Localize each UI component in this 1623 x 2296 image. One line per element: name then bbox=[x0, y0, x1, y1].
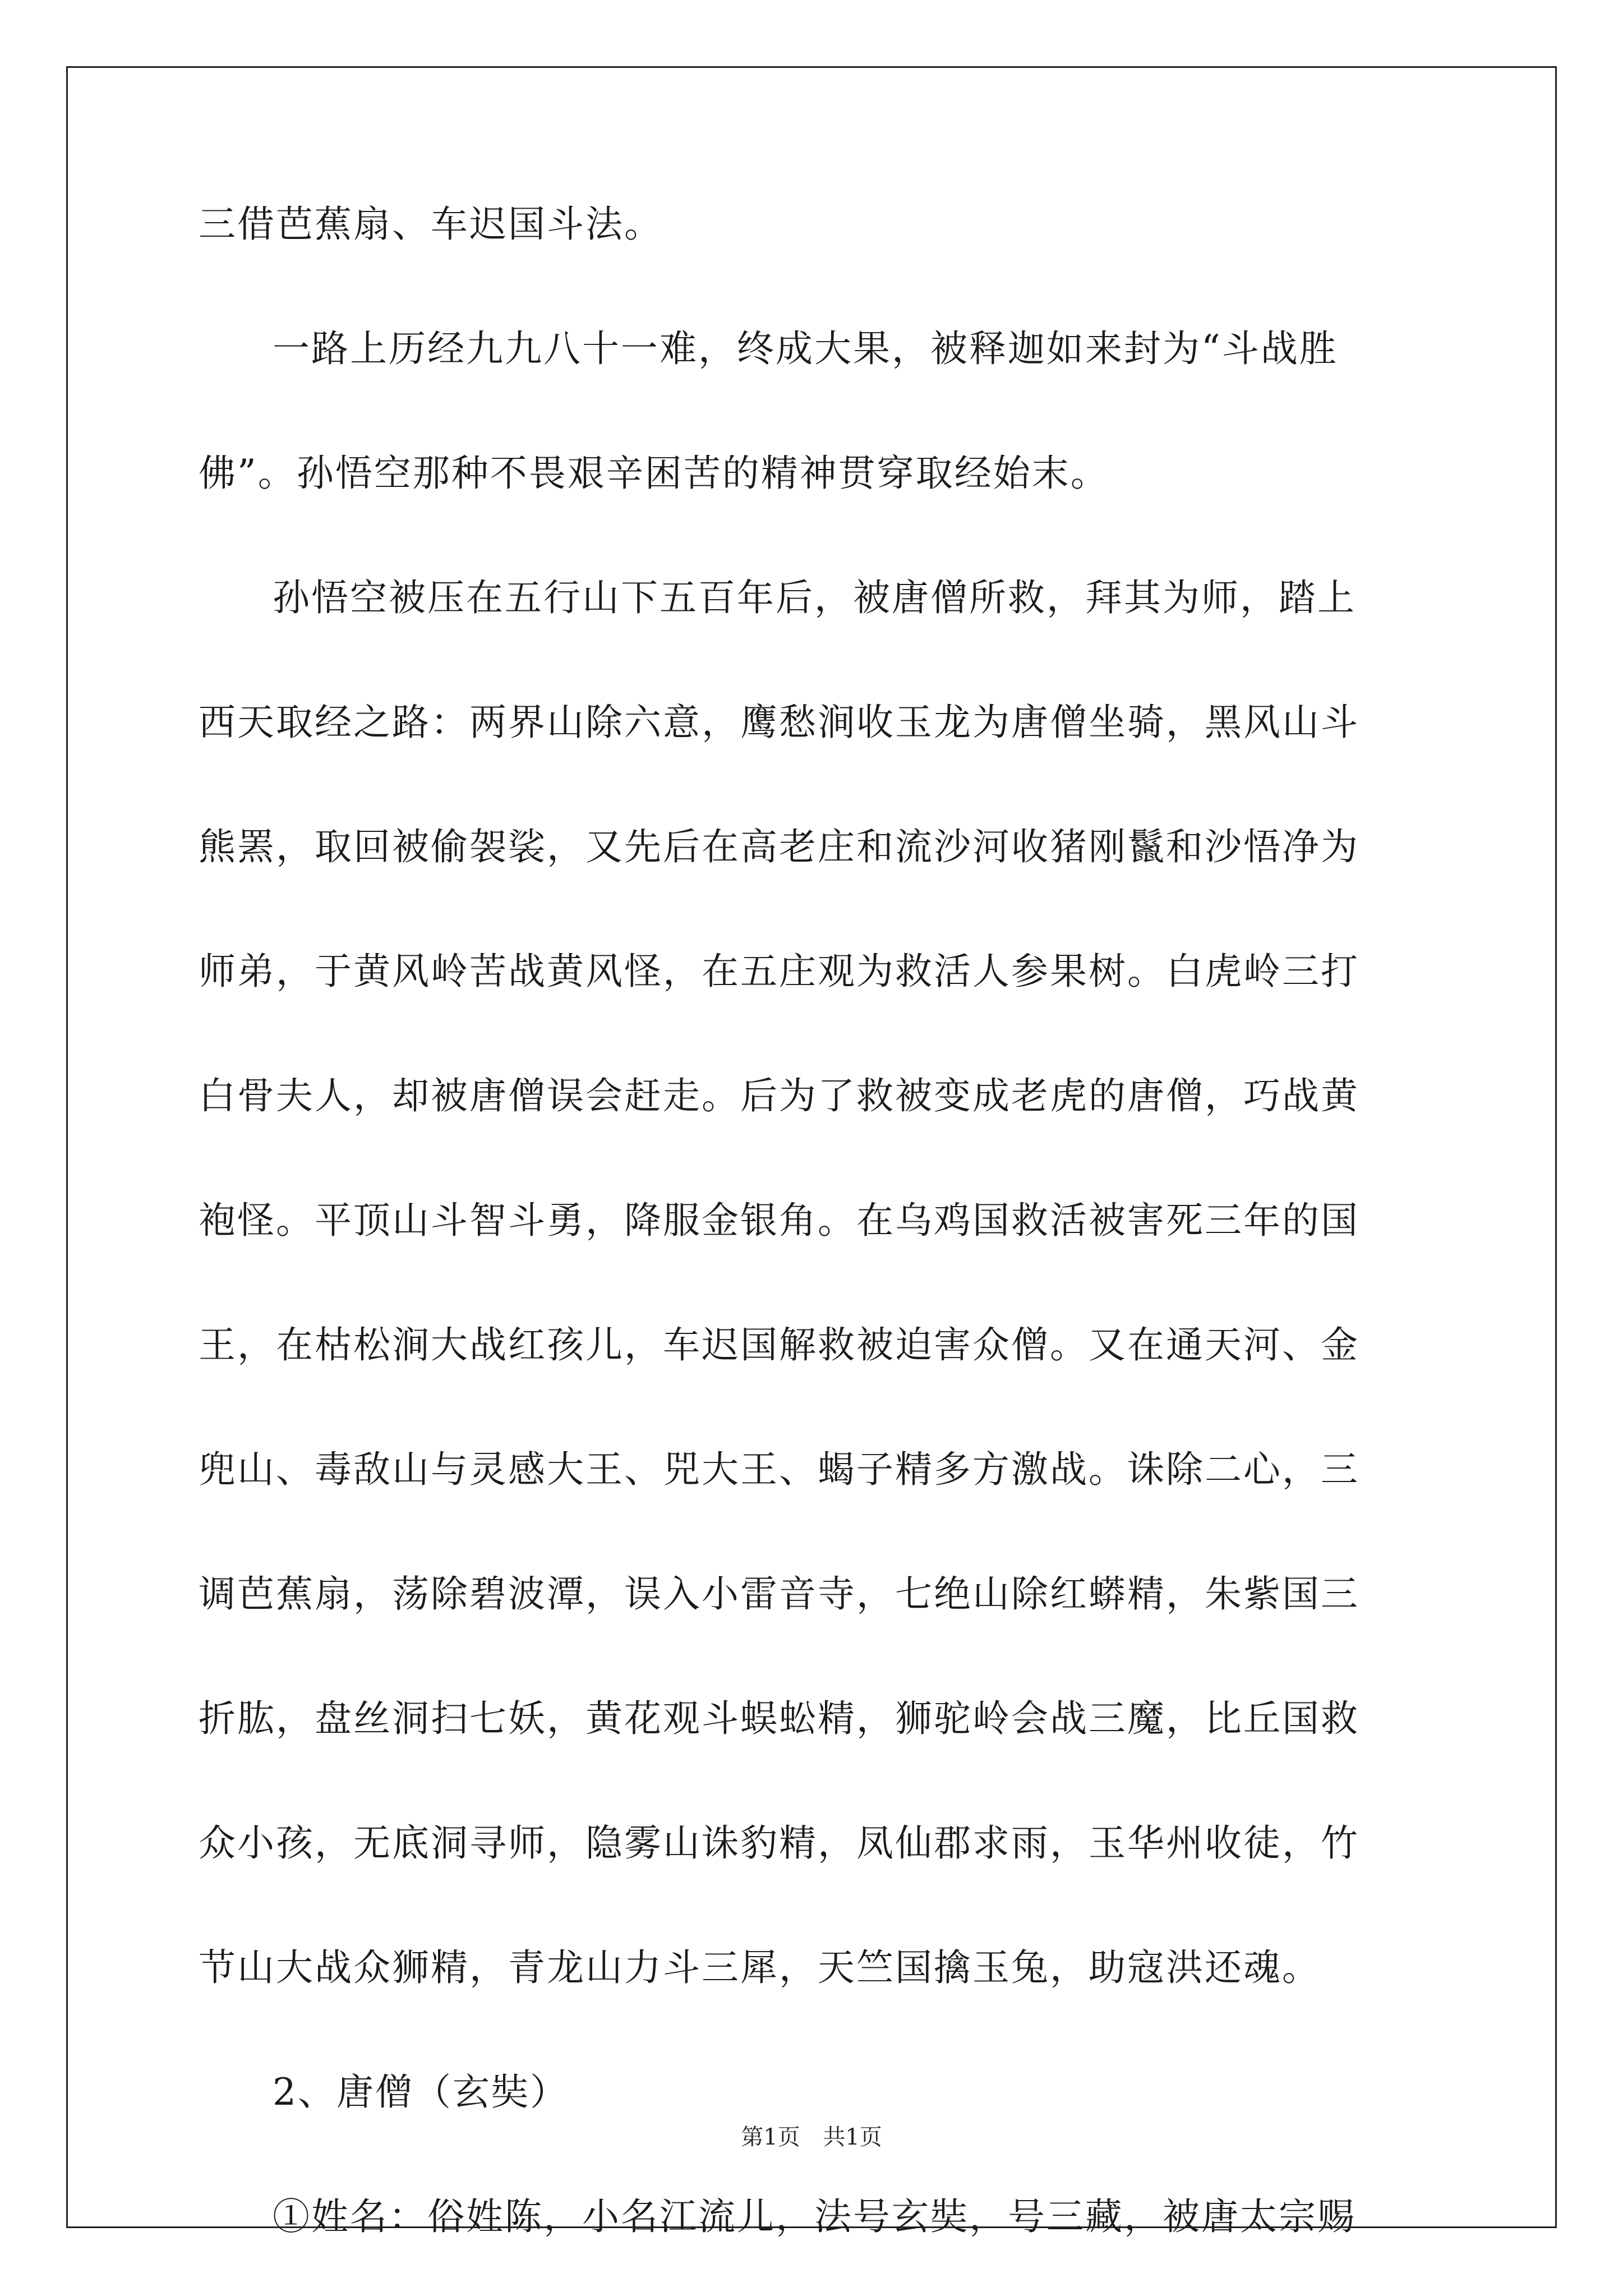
text-line: 白骨夫人，却被唐僧误会赶走。后为了救被变成老虎的唐僧，巧战黄 bbox=[199, 1074, 1359, 1117]
text-line: 袍怪。平顶山斗智斗勇，降服金银角。在乌鸡国救活被害死三年的国 bbox=[199, 1199, 1359, 1242]
page-number-total: 共1页 bbox=[823, 2124, 882, 2150]
text-line: 孙悟空被压在五行山下五百年后，被唐僧所救，拜其为师，踏上 bbox=[273, 576, 1356, 619]
text-line: 王，在枯松涧大战红孩儿，车迟国解救被迫害众僧。又在通天河、金 bbox=[199, 1323, 1359, 1366]
text-line: 佛”。孙悟空那种不畏艰辛困苦的精神贯穿取经始末。 bbox=[199, 452, 1109, 495]
text-line: 众小孩，无底洞寻师，隐雾山诛豹精，凤仙郡求雨，玉华州收徒，竹 bbox=[199, 1821, 1359, 1865]
section-heading: 2、唐僧（玄奘） bbox=[273, 2070, 569, 2114]
text-line: 折肱，盘丝洞扫七妖，黄花观斗蜈蚣精，狮驼岭会战三魔，比丘国救 bbox=[199, 1697, 1359, 1740]
text-line: 调芭蕉扇，荡除碧波潭，误入小雷音寺，七绝山除红蟒精，朱紫国三 bbox=[199, 1572, 1359, 1616]
text-line: 一路上历经九九八十一难，终成大果，被释迦如来封为“斗战胜 bbox=[273, 327, 1338, 370]
text-line: 西天取经之路：两界山除六意，鹰愁涧收玉龙为唐僧坐骑，黑风山斗 bbox=[199, 701, 1359, 744]
text-line: 兜山、毒敌山与灵感大王、兕大王、蝎子精多方激战。诛除二心，三 bbox=[199, 1448, 1359, 1491]
text-line: ①姓名：俗姓陈，小名江流儿，法号玄奘，号三藏，被唐太宗赐 bbox=[273, 2195, 1356, 2238]
text-line: 熊罴，取回被偷袈裟，又先后在高老庄和流沙河收猪刚鬣和沙悟净为 bbox=[199, 825, 1359, 868]
page-number-current: 第1页 bbox=[741, 2124, 800, 2150]
text-line: 三借芭蕉扇、车迟国斗法。 bbox=[199, 203, 663, 246]
page-border bbox=[66, 66, 1557, 2228]
page-footer bbox=[0, 2119, 1623, 2151]
text-line: 节山大战众狮精，青龙山力斗三犀，天竺国擒玉兔，助寇洪还魂。 bbox=[199, 1946, 1321, 1989]
text-line: 师弟，于黄风岭苦战黄风怪，在五庄观为救活人参果树。白虎岭三打 bbox=[199, 950, 1359, 993]
